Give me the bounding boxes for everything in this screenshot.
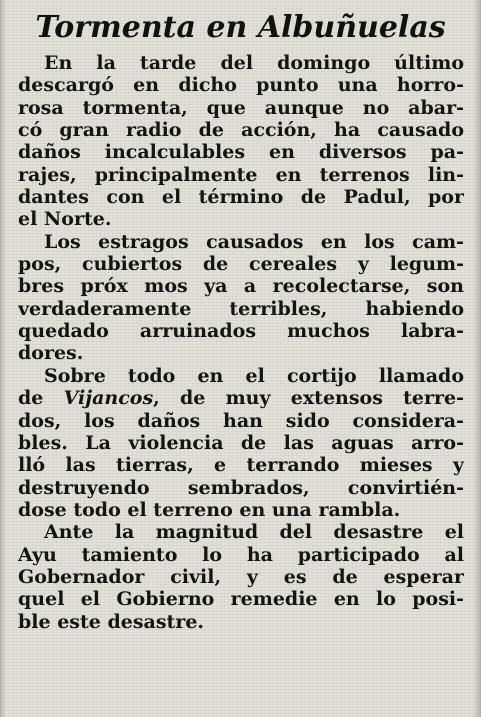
article-line: rosa tormenta, que aunque no abar- <box>18 96 464 119</box>
article-line: dantes con el término de Padul, por <box>18 186 464 209</box>
article-line: quel el Gobierno remedie en lo posi- <box>18 588 464 611</box>
article-line: có gran radio de acción, ha causado <box>18 119 464 142</box>
article-line: Ayu tamiento lo ha participado al <box>18 543 464 566</box>
article-headline: Tormenta en Albuñuelas <box>35 10 446 45</box>
article-body <box>18 52 464 633</box>
article-line: dos, los daños han sido considera- <box>18 409 464 432</box>
article-line: el Norte. <box>18 208 112 231</box>
article-line: Sobre todo en el cortijo llamado <box>44 364 464 387</box>
article-line: ble este desastre. <box>18 610 205 633</box>
article-line: daños incalculables en diversos pa- <box>18 141 464 164</box>
article-line: rajes, principalmente en terrenos lin- <box>18 163 464 186</box>
article-line: descargó en dicho punto una horro- <box>18 74 464 97</box>
line-text: , de muy extensos terre- <box>153 387 464 410</box>
article-line: Los estragos causados en los cam- <box>44 230 464 253</box>
article-line: bles. La violencia de las aguas arro- <box>18 431 464 454</box>
article-line: lló las tierras, e terrando mieses y <box>18 454 464 477</box>
article-line <box>18 387 464 409</box>
paper-edge-right <box>473 0 481 717</box>
article-line: verdaderamente terribles, habiendo <box>18 297 464 320</box>
article-line: destruyendo sembrados, convirtién- <box>18 476 464 499</box>
article-line: bres próx mos ya a recolectarse, son <box>18 275 464 298</box>
article-line: quedado arruinados muchos labra- <box>18 320 464 343</box>
article-line: pos, cubiertos de cereales y legum- <box>18 253 464 276</box>
article-line: En la tarde del domingo último <box>44 52 464 74</box>
paper-edge-left <box>0 0 6 717</box>
line-text: de <box>18 387 64 410</box>
article-line: Ante la magnitud del desastre el <box>44 521 464 544</box>
article-line: dose todo el terreno en una rambla. <box>18 498 401 521</box>
article-line: Gobernador civil, y es de esperar <box>18 565 464 588</box>
place-name-italic: Vijancos <box>63 387 154 410</box>
article-line: dores. <box>18 342 84 365</box>
